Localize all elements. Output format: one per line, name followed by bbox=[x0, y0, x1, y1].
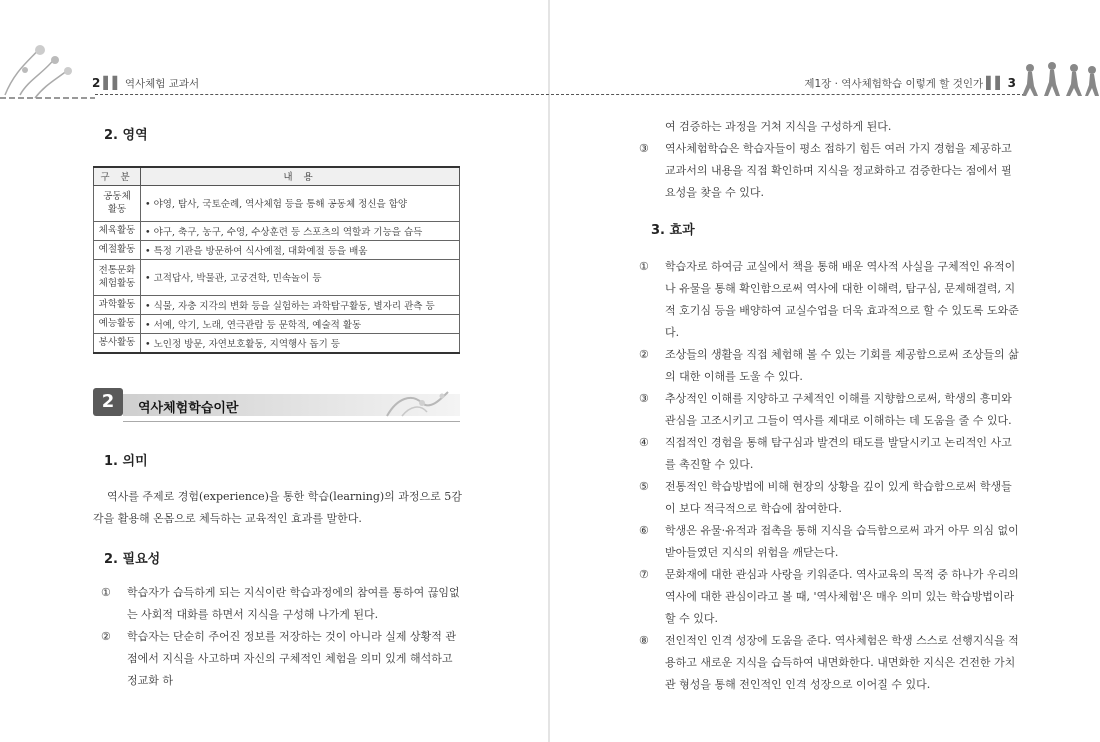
item-text: 직접적인 경험을 통해 탐구심과 발견의 태도를 발달시키고 논리적인 사고를 촉진할 수 있다. bbox=[665, 436, 1012, 471]
table-cell-category: 체육활동 bbox=[94, 221, 141, 240]
areas-table bbox=[93, 166, 460, 354]
item-text: 학습자는 단순히 주어진 정보를 저장하는 것이 아니라 실제 상황적 관점에서 지식을 사고하며 자신의 구체적인 체험을 의미 있게 해석하고 정교화 하 bbox=[127, 630, 456, 687]
item-text: 역사체험학습은 학습자들이 평소 접하기 힘든 여러 가지 경험을 제공하고 교과서의 내용을 직접 확인하며 지식을 정교화하고 검증한다는 점에서 필요성을 찾을 수 있다. bbox=[665, 142, 1012, 199]
header-separator: ▌▌ bbox=[986, 76, 1005, 90]
list-item bbox=[101, 582, 463, 626]
list-item bbox=[639, 564, 1020, 630]
item-marker: ③ bbox=[639, 392, 649, 405]
necessity-list bbox=[101, 582, 463, 692]
table-cell-content: • 식물, 자충 지각의 변화 등을 실험하는 과학탐구활동, 별자리 관측 등 bbox=[141, 295, 460, 314]
page-number: 2 bbox=[92, 76, 101, 90]
list-item bbox=[639, 344, 1020, 388]
table-cell-content: • 노인정 방문, 자연보호활동, 지역행사 돕기 등 bbox=[141, 333, 460, 353]
item-marker: ① bbox=[639, 260, 649, 273]
table-header-row bbox=[94, 167, 460, 185]
item-marker: ② bbox=[639, 348, 649, 361]
section-number: 2 bbox=[93, 388, 123, 416]
necessity-list-continued bbox=[639, 138, 1020, 204]
list-item bbox=[639, 432, 1020, 476]
table-row bbox=[94, 314, 460, 333]
item-marker: ⑦ bbox=[639, 568, 649, 581]
right-page-header bbox=[804, 76, 1016, 91]
item-text: 전통적인 학습방법에 비해 현장의 상황을 깊이 있게 학습함으로써 학생들이 보다 적극적으로 학습에 참여한다. bbox=[665, 480, 1012, 515]
page-number: 3 bbox=[1007, 76, 1016, 90]
table-row bbox=[94, 240, 460, 259]
table-row bbox=[94, 221, 460, 240]
list-item bbox=[639, 388, 1020, 432]
header-rule bbox=[95, 94, 1025, 95]
item-text: 문화재에 대한 관심과 사랑을 키워준다. 역사교육의 목적 중 하나가 우리의 역사에 대한 관심이라고 볼 때, '역사체험'은 매우 의미 있는 학습방법이라 할 수 있다. bbox=[665, 568, 1019, 625]
necessity-heading: 2. 필요성 bbox=[104, 552, 161, 567]
item-marker: ③ bbox=[639, 142, 649, 155]
effects-heading: 3. 효과 bbox=[651, 223, 695, 238]
chapter-title: 제1장 · 역사체험학습 이렇게 할 것인가 bbox=[804, 78, 984, 90]
table-cell-content: • 서예, 악기, 노래, 연극관람 등 문학적, 예술적 활동 bbox=[141, 314, 460, 333]
effects-list bbox=[639, 256, 1020, 696]
swirl-ornament-icon bbox=[382, 388, 452, 420]
table-cell-category: 과학활동 bbox=[94, 295, 141, 314]
table-row bbox=[94, 295, 460, 314]
table-cell-category: 공동체 활동 bbox=[94, 185, 141, 221]
table-cell-content: • 고적답사, 박물관, 고궁견학, 민속놀이 등 bbox=[141, 259, 460, 295]
item-marker: ④ bbox=[639, 436, 649, 449]
table-row bbox=[94, 259, 460, 295]
meaning-heading: 1. 의미 bbox=[104, 454, 148, 469]
table-cell-content: • 야영, 탐사, 국토순례, 역사체험 등을 통해 공동체 정신을 함양 bbox=[141, 185, 460, 221]
item-marker: ⑧ bbox=[639, 634, 649, 647]
item-text: 학습자가 습득하게 되는 지식이란 학습과정에의 참여를 통하여 끊임없는 사회적 대화를 하면서 지식을 구성해 나가게 된다. bbox=[127, 586, 460, 621]
table-cell-category: 봉사활동 bbox=[94, 333, 141, 353]
section-rule bbox=[123, 421, 460, 422]
list-item bbox=[639, 520, 1020, 564]
table-row bbox=[94, 185, 460, 221]
section-banner bbox=[93, 388, 460, 426]
item-marker: ⑥ bbox=[639, 524, 649, 537]
item-marker: ① bbox=[101, 586, 111, 599]
item-text: 조상들의 생활을 직접 체험해 볼 수 있는 기회를 제공함으로써 조상들의 삶의 대한 이해를 도울 수 있다. bbox=[665, 348, 1019, 383]
list-item bbox=[101, 626, 463, 692]
page-gutter bbox=[548, 0, 550, 742]
table-header-category: 구 분 bbox=[94, 167, 141, 185]
table-header-content: 내 용 bbox=[141, 167, 460, 185]
item-marker: ⑤ bbox=[639, 480, 649, 493]
list-item bbox=[639, 256, 1020, 344]
item-marker: ② bbox=[101, 630, 111, 643]
section-title: 역사체험학습이란 bbox=[138, 401, 239, 416]
areas-heading: 2. 영역 bbox=[104, 128, 148, 143]
floral-ornament-icon bbox=[0, 40, 95, 102]
meaning-paragraph: 역사를 주제로 경험(experience)을 통한 학습(learning)의 과정으로 5감각을 활용해 온몸으로 체득하는 교육적인 효과를 말한다. bbox=[93, 490, 462, 525]
list-item bbox=[639, 630, 1020, 696]
list-item bbox=[639, 476, 1020, 520]
table-cell-category: 예절활동 bbox=[94, 240, 141, 259]
list-item bbox=[639, 138, 1020, 204]
table-cell-category: 예능활동 bbox=[94, 314, 141, 333]
table-cell-content: • 특정 기관을 방문하여 식사예절, 대화예절 등을 배움 bbox=[141, 240, 460, 259]
book-title: 역사체험 교과서 bbox=[124, 78, 200, 90]
item-text: 학습자로 하여금 교실에서 책을 통해 배운 역사적 사실을 구체적인 유적이나 유물을 통해 확인함으로써 역사에 대한 이해력, 탐구심, 문제해결력, 지적 호기심 등을 배양하여 교실수업을 더욱 효과적으로 할 수 있도록 도와준다. bbox=[665, 260, 1019, 339]
running-figures-icon bbox=[1020, 58, 1100, 100]
item-text: 전인적인 인격 성장에 도움을 준다. 역사체험은 학생 스스로 선행지식을 적용하고 새로운 지식을 습득하여 내면화한다. 내면화한 지식은 건전한 가치관 형성을 통해 전인적인 인격 성장으로 이어질 수 있다. bbox=[665, 634, 1019, 691]
continued-paragraph: 여 검증하는 과정을 거쳐 지식을 구성하게 된다. bbox=[665, 120, 892, 133]
table-cell-content: • 야구, 축구, 농구, 수영, 수상훈련 등 스포츠의 역할과 기능을 습득 bbox=[141, 221, 460, 240]
table-cell-category: 전통문화 체험활동 bbox=[94, 259, 141, 295]
table-row bbox=[94, 333, 460, 353]
header-separator: ▌▌ bbox=[103, 76, 122, 90]
item-text: 추상적인 이해를 지양하고 구체적인 이해를 지향함으로써, 학생의 흥미와 관심을 고조시키고 그들이 역사를 제대로 이해하는 데 도움을 줄 수 있다. bbox=[665, 392, 1012, 427]
left-page-header bbox=[92, 76, 199, 91]
item-text: 학생은 유물·유적과 접촉을 통해 지식을 습득함으로써 과거 아무 의심 없이 받아들였던 지식의 위험을 깨닫는다. bbox=[665, 524, 1019, 559]
